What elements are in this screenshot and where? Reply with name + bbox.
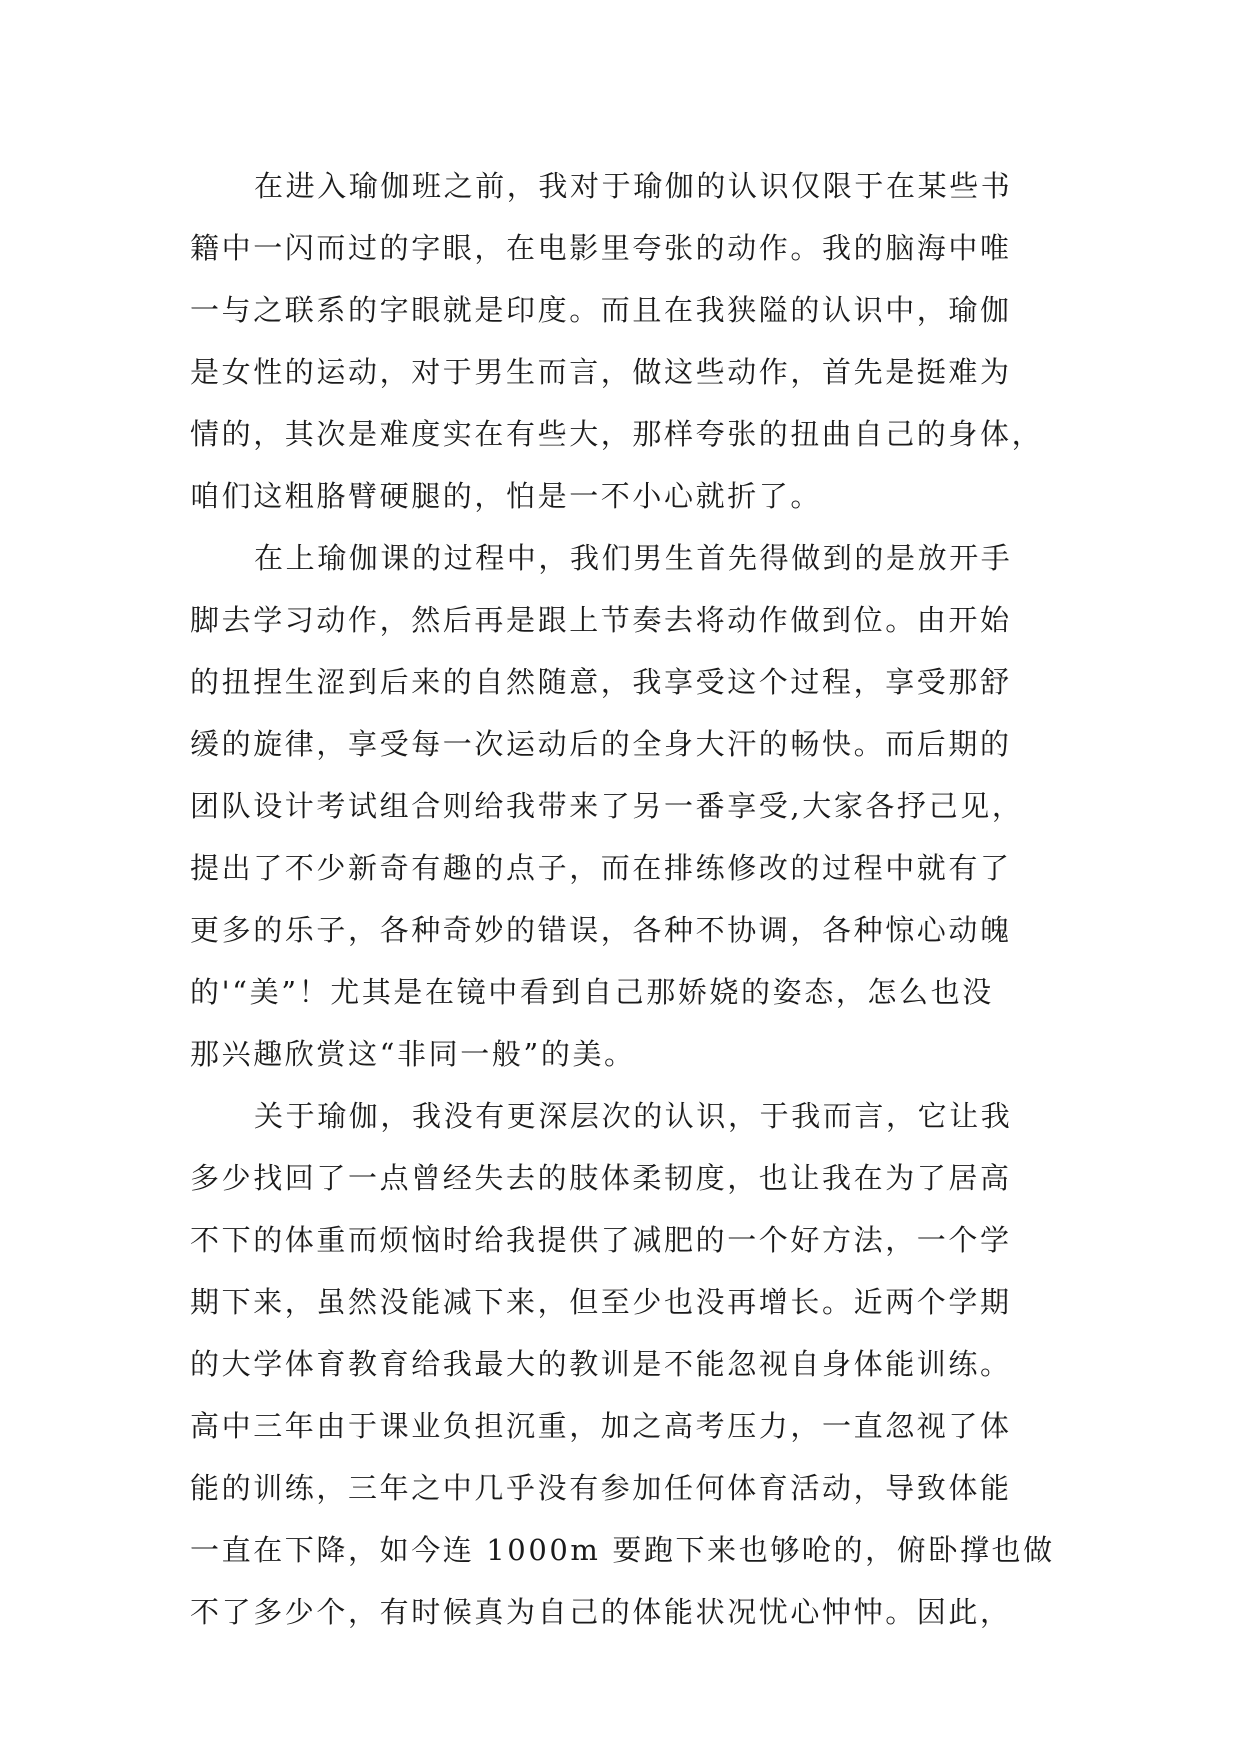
text-line: 咱们这粗胳臂硬腿的，怕是一不小心就折了。 xyxy=(190,479,823,513)
paragraph-2 xyxy=(190,527,1070,1085)
paragraph-3 xyxy=(190,1085,1070,1643)
text-line: 团队设计考试组合则给我带来了另一番享受,大家各抒己见， xyxy=(190,789,1024,823)
text-line: 提出了不少新奇有趣的点子，而在排练修改的过程中就有了 xyxy=(190,851,1012,885)
text-line: 多少找回了一点曾经失去的肢体柔韧度，也让我在为了居高 xyxy=(190,1161,1012,1195)
text-line: 是女性的运动，对于男生而言，做这些动作，首先是挺难为 xyxy=(190,355,1012,389)
text-line: 关于瑜伽，我没有更深层次的认识，于我而言，它让我 xyxy=(254,1099,1013,1133)
text-line: 不下的体重而烦恼时给我提供了减肥的一个好方法，一个学 xyxy=(190,1223,1012,1257)
document-body xyxy=(190,155,1070,1643)
text-line: 更多的乐子，各种奇妙的错误，各种不协调，各种惊心动魄 xyxy=(190,913,1012,947)
paragraph-1 xyxy=(190,155,1070,527)
text-line: 缓的旋律，享受每一次运动后的全身大汗的畅快。而后期的 xyxy=(190,727,1012,761)
text-line: 在进入瑜伽班之前，我对于瑜伽的认识仅限于在某些书 xyxy=(254,169,1013,203)
text-line: 在上瑜伽课的过程中，我们男生首先得做到的是放开手 xyxy=(254,541,1013,575)
text-line: 高中三年由于课业负担沉重，加之高考压力，一直忽视了体 xyxy=(190,1409,1012,1443)
text-line: 情的，其次是难度实在有些大，那样夸张的扭曲自己的身体， xyxy=(190,417,1044,451)
text-line: 不了多少个，有时候真为自己的体能状况忧心忡忡。因此， xyxy=(190,1595,1012,1629)
text-line: 那兴趣欣赏这“非同一般”的美。 xyxy=(190,1037,636,1071)
text-line: 能的训练，三年之中几乎没有参加任何体育活动，导致体能 xyxy=(190,1471,1012,1505)
text-line: 一直在下降，如今连 1000m 要跑下来也够呛的，俯卧撑也做 xyxy=(190,1533,1055,1567)
text-line: 籍中一闪而过的字眼，在电影里夸张的动作。我的脑海中唯 xyxy=(190,231,1012,265)
text-line: 脚去学习动作，然后再是跟上节奏去将动作做到位。由开始 xyxy=(190,603,1012,637)
text-line: 期下来，虽然没能减下来，但至少也没再增长。近两个学期 xyxy=(190,1285,1012,1319)
text-line: 一与之联系的字眼就是印度。而且在我狭隘的认识中，瑜伽 xyxy=(190,293,1012,327)
text-line: 的大学体育教育给我最大的教训是不能忽视自身体能训练。 xyxy=(190,1347,1012,1381)
text-line: 的'“美”！尤其是在镜中看到自己那娇娆的姿态，怎么也没 xyxy=(190,975,994,1009)
text-line: 的扭捏生涩到后来的自然随意，我享受这个过程，享受那舒 xyxy=(190,665,1012,699)
